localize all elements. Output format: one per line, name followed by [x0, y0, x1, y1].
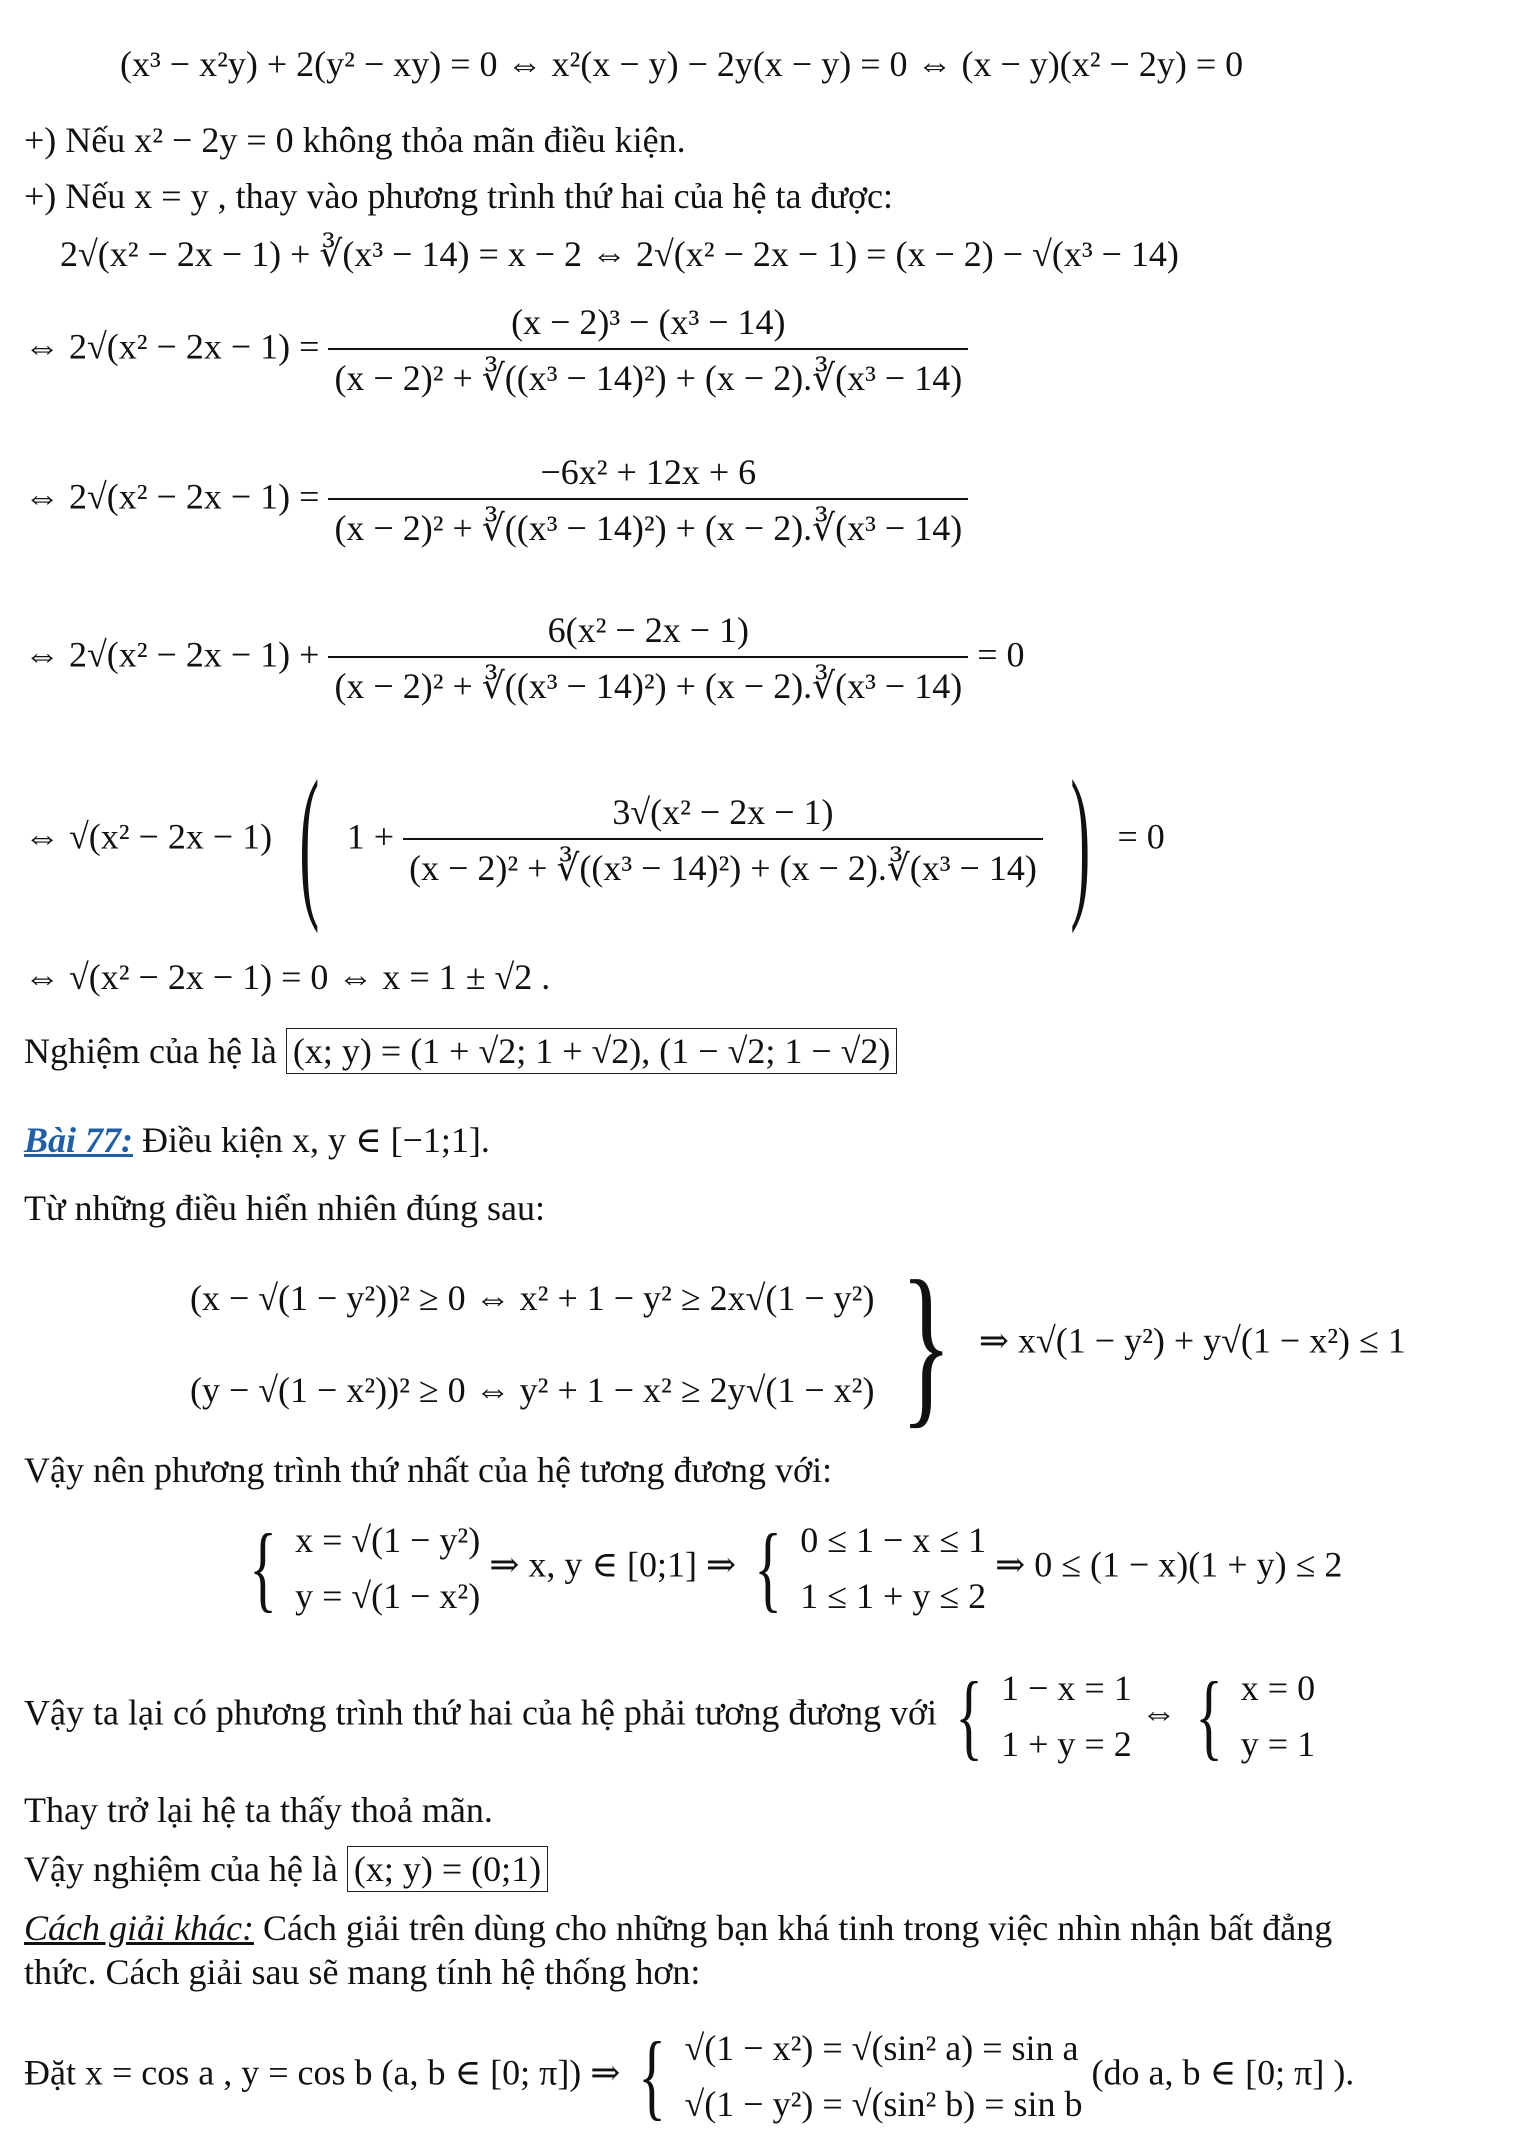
- step-1-fraction: [328, 300, 968, 400]
- step-3-lhs: ⇔ 2√(x² − 2x − 1) +: [24, 634, 320, 675]
- system-4-eq-2: y = 1: [1240, 1724, 1316, 1764]
- step-2: [24, 450, 968, 550]
- case-1-text: +) Nếu x² − 2y = 0 không thỏa mãn điều kiện.: [24, 120, 686, 160]
- inequality-result: ⇒ x√(1 − y²) + y√(1 − x²) ≤ 1: [978, 1320, 1406, 1361]
- step-2-lhs: ⇔ 2√(x² − 2x − 1) =: [24, 476, 320, 517]
- inequalities-system: [190, 1252, 874, 1436]
- substitution-text: Đặt x = cos a , y = cos b (a, b ∈ [0; π]) ⇒: [24, 2052, 621, 2093]
- system-block-1: [240, 1512, 1342, 1624]
- left-paren-icon: (: [299, 746, 320, 934]
- equivalence-text: Vậy nên phương trình thứ nhất của hệ tương đương với:: [24, 1450, 833, 1490]
- alt-method-line-2: thức. Cách giải sau sẽ mang tính hệ thống hơn:: [24, 1952, 701, 1992]
- step-2-numerator: −6x² + 12x + 6: [540, 452, 757, 492]
- solution-label: Nghiệm của hệ là: [24, 1031, 277, 1071]
- right-paren-icon: ): [1070, 746, 1091, 934]
- solution-2-box: (x; y) = (0;1): [347, 1846, 548, 1892]
- step-1-lhs: ⇔ 2√(x² − 2x − 1) =: [24, 326, 320, 367]
- inequalities-block: [190, 1244, 1406, 1443]
- system-3-eq-2: 1 + y = 2: [1001, 1724, 1132, 1764]
- inequality-1: (x − √(1 − y²))² ≥ 0 ⇔ x² + 1 − y² ≥ 2x√(1 − y²): [190, 1278, 875, 1318]
- step-4-fraction: [403, 790, 1043, 890]
- step-3-numerator: 6(x² − 2x − 1): [547, 610, 749, 650]
- problem-77-heading: [24, 1118, 490, 1162]
- system-2-ineq-2: 1 ≤ 1 + y ≤ 2: [800, 1576, 987, 1616]
- system-1-eq-1: x = √(1 − y²): [295, 1520, 481, 1560]
- system-block-2: [24, 1660, 1315, 1772]
- system-5-eq-1: √(1 − x²) = √(sin² a) = sin a: [684, 2028, 1079, 2068]
- step-4-numerator: 3√(x² − 2x − 1): [612, 792, 834, 832]
- solution-box: (x; y) = (1 + √2; 1 + √2), (1 − √2; 1 − √2): [286, 1028, 897, 1074]
- right-brace-icon: }: [900, 1244, 953, 1443]
- left-brace-icon: {: [1194, 1662, 1223, 1769]
- step-3-denominator: (x − 2)² + ∛((x³ − 14)²) + (x − 2).∛(x³ − 14): [328, 656, 968, 708]
- system-3-equiv: ⇔: [1140, 1692, 1177, 1733]
- system-2-result: ⇒ 0 ≤ (1 − x)(1 + y) ≤ 2: [995, 1544, 1343, 1585]
- step-2-fraction: [328, 450, 968, 550]
- step-2-denominator: (x − 2)² + ∛((x³ − 14)²) + (x − 2).∛(x³ − 14): [328, 498, 968, 550]
- step-1-numerator: (x − 2)³ − (x³ − 14): [511, 302, 786, 342]
- system-5-eq-2: √(1 − y²) = √(sin² b) = sin b: [684, 2084, 1083, 2124]
- left-brace-icon: {: [955, 1662, 983, 1769]
- inequality-2: (y − √(1 − x²))² ≥ 0 ⇔ y² + 1 − x² ≥ 2y√(1 − x²): [190, 1370, 875, 1410]
- step-4: [24, 746, 1165, 934]
- system-1: [295, 1512, 480, 1624]
- step-4-lhs: ⇔ √(x² − 2x − 1): [24, 816, 273, 857]
- solution-2-label: Vậy nghiệm của hệ là: [24, 1849, 338, 1889]
- alt-method-text: Cách giải trên dùng cho những bạn khá tinh trong việc nhìn nhận bất đẳng: [262, 1908, 1333, 1948]
- second-equation-text: Vậy ta lại có phương trình thứ hai của hệ phải tương đương với: [24, 1692, 938, 1733]
- system-3-eq-1: 1 − x = 1: [1001, 1668, 1132, 1708]
- system-2-ineq-1: 0 ≤ 1 − x ≤ 1: [800, 1520, 987, 1560]
- solution-line-1: [24, 1028, 897, 1074]
- substitution-block: [24, 2020, 1354, 2132]
- step-4-rhs: = 0: [1117, 816, 1165, 857]
- system-3: [1001, 1660, 1132, 1772]
- equation-substitution: 2√(x² − 2x − 1) + ∛(x³ − 14) = x − 2 ⇔ 2√(x² − 2x − 1) = (x − 2) − √(x³ − 14): [60, 234, 1179, 274]
- step-5: ⇔ √(x² − 2x − 1) = 0 ⇔ x = 1 ± √2 .: [24, 957, 551, 997]
- step-3-fraction: [328, 608, 968, 708]
- alt-method-line: [24, 1906, 1514, 1950]
- system-1-eq-2: y = √(1 − x²): [295, 1576, 481, 1616]
- system-4-eq-1: x = 0: [1240, 1668, 1316, 1708]
- intro-text: Từ những điều hiển nhiên đúng sau:: [24, 1188, 545, 1228]
- step-4-one: 1 +: [346, 816, 395, 857]
- system-4: [1241, 1660, 1315, 1772]
- step-1: [24, 300, 968, 400]
- problem-77-link[interactable]: Bài 77:: [24, 1120, 134, 1160]
- case-2-text: +) Nếu x = y , thay vào phương trình thứ hai của hệ ta được:: [24, 176, 894, 216]
- left-brace-icon: {: [638, 2022, 667, 2129]
- system-2: [800, 1512, 986, 1624]
- system-1-implies: ⇒ x, y ∈ [0;1] ⇒: [489, 1544, 737, 1585]
- left-brace-icon: {: [249, 1514, 277, 1621]
- step-3: [24, 608, 1025, 708]
- system-5: [685, 2020, 1083, 2132]
- solution-line-2: [24, 1846, 548, 1892]
- step-3-rhs: = 0: [977, 634, 1025, 675]
- step-4-denominator: (x − 2)² + ∛((x³ − 14)²) + (x − 2).∛(x³ − 14): [403, 838, 1043, 890]
- left-brace-icon: {: [754, 1514, 783, 1621]
- substitution-note: (do a, b ∈ [0; π] ).: [1091, 2052, 1355, 2093]
- step-1-denominator: (x − 2)² + ∛((x³ − 14)²) + (x − 2).∛(x³ − 14): [328, 348, 968, 400]
- equation-factorization: (x³ − x²y) + 2(y² − xy) = 0 ⇔ x²(x − y) − 2y(x − y) = 0 ⇔ (x − y)(x² − 2y) = 0: [120, 44, 1244, 84]
- problem-77-condition: Điều kiện x, y ∈ [−1;1].: [142, 1120, 490, 1160]
- check-text: Thay trở lại hệ ta thấy thoả mãn.: [24, 1790, 493, 1830]
- alt-method-title: Cách giải khác:: [24, 1908, 254, 1948]
